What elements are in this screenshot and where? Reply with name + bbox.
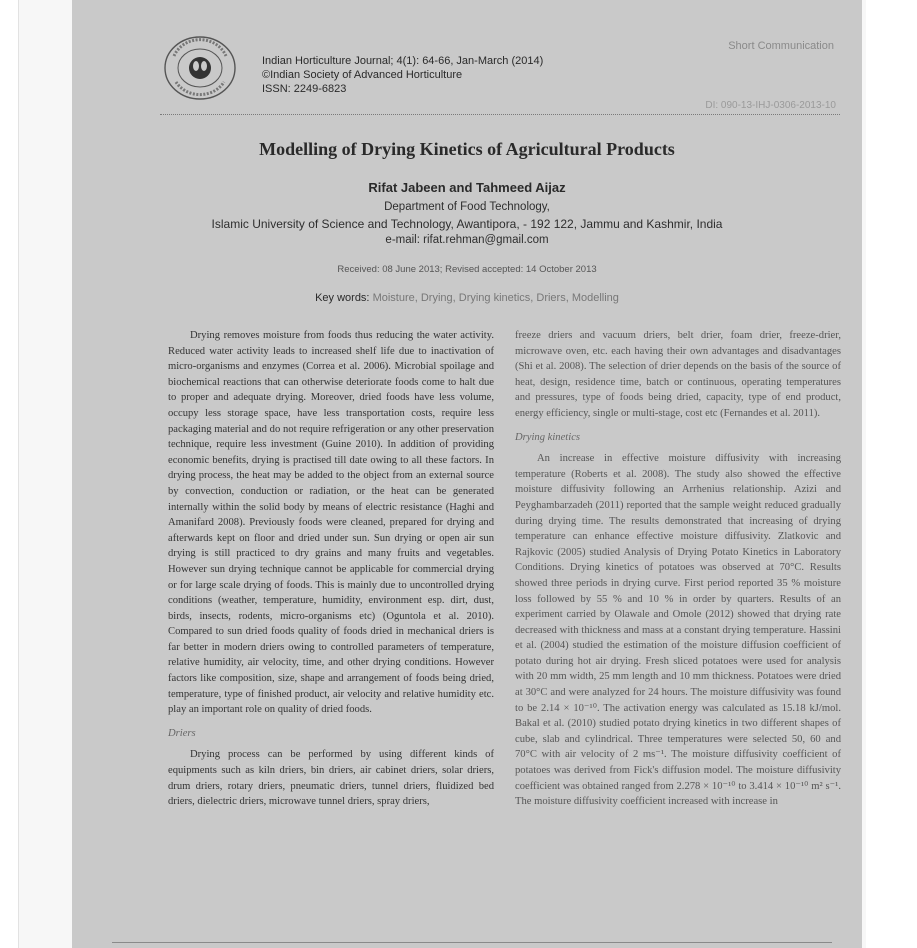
keywords-list: Moisture, Drying, Drying kinetics, Driers, Modelling xyxy=(372,292,619,304)
keywords-label: Key words: xyxy=(315,292,370,304)
doi: DI: 090-13-IHJ-0306-2013-10 xyxy=(705,100,836,111)
keywords xyxy=(72,292,862,304)
article-title: Modelling of Drying Kinetics of Agricultural Products xyxy=(259,139,675,159)
received-dates: Received: 08 June 2013; Revised accepted: 14 October 2013 xyxy=(337,264,597,275)
footer-divider xyxy=(112,942,832,943)
right-column xyxy=(515,328,841,810)
driers-continued-paragraph: freeze driers and vacuum driers, belt drier, foam drier, freeze-drier, microwave oven, etc. each having their own advantages and disadvantages (Shi et al. 2008). The selection of drier depends on the basis of the source of heat, design, residence time, batch or continuous, operating temperatures and pressures, type of foods being dried, capacity, type of end product, energy efficiency, single or multi-stage, cost etc (Fernandes et al. 2011). xyxy=(515,330,841,419)
journal-issn: ISSN: 2249-6823 xyxy=(262,83,347,95)
authors: Rifat Jabeen and Tahmeed Aijaz xyxy=(368,180,566,195)
scanned-page xyxy=(72,0,862,948)
department: Department of Food Technology, xyxy=(384,201,550,213)
left-margin xyxy=(0,0,19,948)
email: e-mail: rifat.rehman@gmail.com xyxy=(385,234,549,246)
article-type: Short Communication xyxy=(728,40,834,52)
header-divider xyxy=(160,114,840,115)
driers-paragraph: Drying process can be performed by using different kinds of equipments such as kiln driers, bin driers, air cabinet driers, solar driers, drum driers, rotary driers, pneumatic driers, tunnel driers, fluidized bed driers, dielectric driers, microwave tunnel driers, spray driers, xyxy=(168,749,494,808)
journal-copyright: ©Indian Society of Advanced Horticulture xyxy=(262,69,463,81)
right-margin xyxy=(866,0,917,948)
society-logo-icon xyxy=(164,36,236,100)
section-heading-driers: Driers xyxy=(168,727,196,739)
left-column xyxy=(168,328,494,810)
section-heading-drying-kinetics: Drying kinetics xyxy=(515,431,581,443)
drying-kinetics-paragraph: An increase in effective moisture diffusivity with increasing temperature (Roberts et al. 2008). The study also showed the effective moisture diffusivity following an Arrhenius relationship. Azizi and Peyghambarzadeh (2011) reported that the sample weight reduced gradually during drying time. The results demonstrated that increasing of drying temperature can enhance effective moisture diffusivity. Zlatkovic and Rajkovic (2005) studied Analysis of Drying Potato Kinetics in Laboratory Conditions. Drying kinetics of potatoes was observed at 70°C. Results showed three periods in drying curve. First period reported 35 % moisture loss followed by 55 % and 10 % in order by quarters. Results of an experiment carried by Olawale and Omole (2012) showed that drying rate decreased with thickness and mass at a constant drying temperature. Hassini et al. (2004) studied the estimation of the moisture diffusion coefficient of potato during hot air drying. Fresh sliced potatoes were used for analysis with 20 mm width, 25 mm length and 10 mm thickness. Potatoes were dried at 30°C and were analyzed for 24 hours. The moisture diffusivity was found to be 2.14 × 10⁻¹⁰. The activation energy was calculated as 15.18 kJ/mol. Bakal et al. (2010) studied potato drying kinetics in two different shapes of cube, slab and cylindrical. Three temperatures were selected 50, 60 and 70°C with air velocity of 2 ms⁻¹. The moisture diffusivity coefficient of potatoes was derived from Fick's diffusion model. The moisture diffusivity coefficient was obtained ranged from 2.278 × 10⁻¹⁰ to 3.414 × 10⁻¹⁰ m² s⁻¹. The moisture diffusivity coefficient increased with increase in xyxy=(515,453,841,808)
journal-citation: Indian Horticulture Journal; 4(1): 64-66, Jan-March (2014) xyxy=(262,55,544,67)
institution: Islamic University of Science and Technology, Awantipora, - 192 122, Jammu and Kashmir, India xyxy=(211,217,723,231)
intro-paragraph: Drying removes moisture from foods thus reducing the water activity. Reduced water activity leads to increased shelf life due to inactivation of micro-organisms and enzymes (Correa et al. 2006). Microbial spoilage and biochemical reactions that can otherwise deteriorate foods come to halt due to proper and adequate drying. Moreover, dried foods have less volume, occupy less storage space, have less transportation costs, require less packaging material and do not require refrigeration or any other preservation technique, require less investment (Guine 2010). In addition of providing economic benefits, drying is practised till date owing to all these factors. In drying process, the heat may be added to the object from an external source by convection, conduction or radiation, or the heat can be generated internally within the solid body by means of electric resistance (Haghi and Amanifard 2008). Previously foods were cleaned, prepared for drying and afterwards kept on floor and dried under sun. Sun drying or open air sun drying is still practiced to dry grains and many fruits and vegetables. However sun drying technique cannot be applicable for commercial drying or for large scale drying of foods. This is mainly due to uncontrolled drying conditions (weather, temperature, humidity, environment esp. dirt, dust, birds, insects, rodents, micro-organisms etc) (Oguntola et al. 2010). Compared to sun dried foods quality of foods dried in mechanical driers is far better in modern driers owing to controlled parameters of temperature, relative humidity, air velocity, time, and other drying conditions. However factors like composition, size, shape and arrangement of foods being dried, temperature, type of finished product, air velocity and relative humidity etc. play an important role on quality of dried foods. xyxy=(168,330,494,716)
journal-info xyxy=(262,54,543,96)
